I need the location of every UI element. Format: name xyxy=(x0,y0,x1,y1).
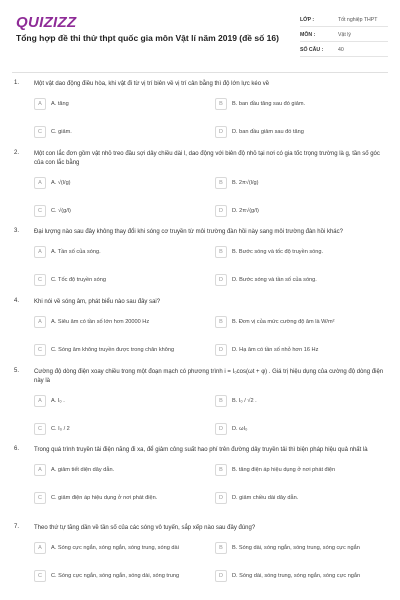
meta-row-grade xyxy=(300,12,388,27)
answer-option-a[interactable] xyxy=(34,464,206,478)
question-text: Cường độ dòng điện xoay chiều trong một đoạn mạch có phương trình i = I₀cos(ωt + φ) . Giá trị hiệu dụng của cường độ dòng điện này là xyxy=(34,369,384,384)
option-letter-box: D xyxy=(215,344,227,356)
question-6 xyxy=(0,446,400,512)
option-text: B. I₀ / √2 . xyxy=(232,398,257,404)
answer-option-b[interactable] xyxy=(215,542,387,556)
option-letter-box: A xyxy=(34,464,46,476)
answer-option-a[interactable] xyxy=(34,246,206,260)
option-text: D. 2π√(g/l) xyxy=(232,208,259,214)
option-text: C. √(g/l) xyxy=(51,208,71,214)
answer-option-c[interactable] xyxy=(34,205,206,219)
question-text: Theo thứ tự tăng dần về tần số của các sóng vô tuyến, sắp xếp nào sau đây đúng? xyxy=(34,525,256,531)
option-text: A. Siêu âm có tần số lớn hơn 20000 Hz xyxy=(51,319,150,325)
option-text: B. 2π√(l/g) xyxy=(232,180,259,186)
option-text: D. ωI₀ xyxy=(232,426,248,432)
option-text: B. tăng điện áp hiệu dụng ở nơi phát điện xyxy=(232,467,336,473)
meta-key: SỐ CÂU : xyxy=(300,47,324,53)
answer-option-c[interactable] xyxy=(34,274,206,288)
option-letter-box: D xyxy=(215,492,227,504)
option-text: A. giảm tiết diện dây dẫn. xyxy=(51,467,115,473)
answer-option-a[interactable] xyxy=(34,98,206,112)
option-letter-box: C xyxy=(34,205,46,217)
option-text: C. I₀ / 2 xyxy=(51,426,70,432)
answer-option-d[interactable] xyxy=(215,570,387,584)
meta-value: Vật lý xyxy=(338,32,351,38)
option-letter-box: D xyxy=(215,205,227,217)
worksheet-header xyxy=(0,0,400,72)
answer-options xyxy=(34,542,386,590)
option-letter-box: B xyxy=(215,395,227,407)
option-text: A. Tần số của sóng. xyxy=(51,249,101,255)
option-text: C. Sóng cực ngắn, sóng ngắn, sóng dài, sóng trung xyxy=(51,573,180,579)
question-number: 3. xyxy=(14,228,20,234)
option-text: A. √(l/g) xyxy=(51,180,71,186)
option-text: B. Bước sóng và tốc độ truyền sóng. xyxy=(232,249,324,255)
answer-option-a[interactable] xyxy=(34,542,206,556)
option-letter-box: B xyxy=(215,316,227,328)
question-text: Một vật dao động điều hòa, khi vật đi từ vị trí biên về vị trí cân bằng thì độ lớn lực kéo về xyxy=(34,81,270,87)
answer-option-c[interactable] xyxy=(34,492,206,506)
option-letter-box: B xyxy=(215,542,227,554)
option-text: D. Sóng dài, sóng trung, sóng ngắn, sóng cực ngắn xyxy=(232,573,361,579)
answer-options xyxy=(34,316,386,364)
answer-option-c[interactable] xyxy=(34,344,206,358)
option-letter-box: B xyxy=(215,246,227,258)
question-2 xyxy=(0,150,400,225)
option-letter-box: C xyxy=(34,492,46,504)
answer-options xyxy=(34,246,386,294)
page-title: Tổng hợp đề thi thử thpt quốc gia môn Vật lí năm 2019 (đề số 16) xyxy=(16,33,279,43)
question-text: Khi nói về sóng âm, phát biểu nào sau đây sai? xyxy=(34,299,161,305)
answer-option-b[interactable] xyxy=(215,316,387,330)
answer-option-c[interactable] xyxy=(34,570,206,584)
answer-option-b[interactable] xyxy=(215,246,387,260)
option-letter-box: B xyxy=(215,98,227,110)
option-text: A. I₀ . xyxy=(51,398,65,404)
question-number: 2. xyxy=(14,150,20,156)
question-text: Đại lượng nào sau đây không thay đổi khi sóng cơ truyền từ môi trường đàn hồi này sang môi trường đàn hồi khác? xyxy=(34,229,343,235)
option-text: B. ban đầu tăng sau đó giảm. xyxy=(232,101,306,107)
option-text: D. giảm chiều dài dây dẫn. xyxy=(232,495,299,501)
option-text: C. Tốc độ truyền sóng xyxy=(51,277,106,283)
option-letter-box: B xyxy=(215,464,227,476)
option-text: C. Sóng âm không truyền được trong chân không xyxy=(51,347,175,353)
option-text: B. Đơn vị của mức cường độ âm là W/m² xyxy=(232,319,335,325)
option-text: C. giảm. xyxy=(51,129,72,135)
answer-option-d[interactable] xyxy=(215,205,387,219)
option-letter-box: C xyxy=(34,344,46,356)
answer-option-d[interactable] xyxy=(215,492,387,506)
meta-key: MÔN : xyxy=(300,32,316,38)
answer-option-a[interactable] xyxy=(34,316,206,330)
option-letter-box: D xyxy=(215,126,227,138)
answer-option-a[interactable] xyxy=(34,177,206,191)
header-divider xyxy=(12,72,388,73)
answer-option-c[interactable] xyxy=(34,423,206,437)
meta-value: 40 xyxy=(338,47,344,53)
option-text: D. Bước sóng và tần số của sóng. xyxy=(232,277,317,283)
answer-option-d[interactable] xyxy=(215,344,387,358)
option-letter-box: C xyxy=(34,423,46,435)
option-letter-box: C xyxy=(34,126,46,138)
answer-option-c[interactable] xyxy=(34,126,206,140)
meta-row-question-count xyxy=(300,42,388,57)
meta-info xyxy=(300,12,388,57)
meta-value: Tốt nghiệp THPT xyxy=(338,17,378,23)
answer-options xyxy=(34,464,386,512)
option-letter-box: A xyxy=(34,395,46,407)
option-text: C. giảm điện áp hiệu dụng ở nơi phát điện. xyxy=(51,495,158,501)
question-number: 5. xyxy=(14,368,20,374)
option-letter-box: B xyxy=(215,177,227,189)
option-letter-box: D xyxy=(215,423,227,435)
option-letter-box: C xyxy=(34,570,46,582)
option-letter-box: D xyxy=(215,274,227,286)
question-text: Một con lắc đơn gồm vật nhỏ treo đầu sợi dây chiều dài l, dao động với biên độ nhỏ tại nơi có gia tốc trọng trường là g, tần số góc của con lắc bằng xyxy=(34,151,380,166)
option-letter-box: A xyxy=(34,316,46,328)
answer-option-d[interactable] xyxy=(215,126,387,140)
question-number: 7. xyxy=(14,524,20,530)
answer-options xyxy=(34,395,386,443)
option-letter-box: A xyxy=(34,177,46,189)
question-5 xyxy=(0,368,400,443)
question-number: 4. xyxy=(14,298,20,304)
quizizz-logo: QUIZIZZ xyxy=(16,14,77,31)
answer-option-b[interactable] xyxy=(215,395,387,409)
question-number: 6. xyxy=(14,446,20,452)
option-text: B. Sóng dài, sóng ngắn, sóng trung, sóng cực ngắn xyxy=(232,545,360,551)
option-text: A. Sóng cực ngắn, sóng ngắn, sóng trung, sóng dài xyxy=(51,545,179,551)
answer-option-b[interactable] xyxy=(215,98,387,112)
answer-option-b[interactable] xyxy=(215,464,387,478)
answer-option-d[interactable] xyxy=(215,274,387,288)
option-text: D. Hạ âm có tần số nhỏ hơn 16 Hz xyxy=(232,347,319,353)
question-3 xyxy=(0,228,400,294)
meta-key: LỚP : xyxy=(300,17,315,23)
answer-option-d[interactable] xyxy=(215,423,387,437)
option-letter-box: A xyxy=(34,98,46,110)
option-text: A. tăng xyxy=(51,101,69,107)
option-text: D. ban đầu giảm sau đó tăng xyxy=(232,129,304,135)
answer-options xyxy=(34,98,386,146)
option-letter-box: A xyxy=(34,246,46,258)
answer-option-b[interactable] xyxy=(215,177,387,191)
answer-options xyxy=(34,177,386,225)
question-4 xyxy=(0,298,400,364)
option-letter-box: A xyxy=(34,542,46,554)
question-text: Trong quá trình truyền tải điện năng đi xa, để giảm công suất hao phí trên đường dây truyền tải thì biện pháp hiệu quả nhất là xyxy=(34,447,368,453)
answer-option-a[interactable] xyxy=(34,395,206,409)
question-7 xyxy=(0,524,400,590)
option-letter-box: C xyxy=(34,274,46,286)
meta-row-subject xyxy=(300,27,388,42)
question-number: 1. xyxy=(14,80,20,86)
option-letter-box: D xyxy=(215,570,227,582)
question-1 xyxy=(0,80,400,146)
